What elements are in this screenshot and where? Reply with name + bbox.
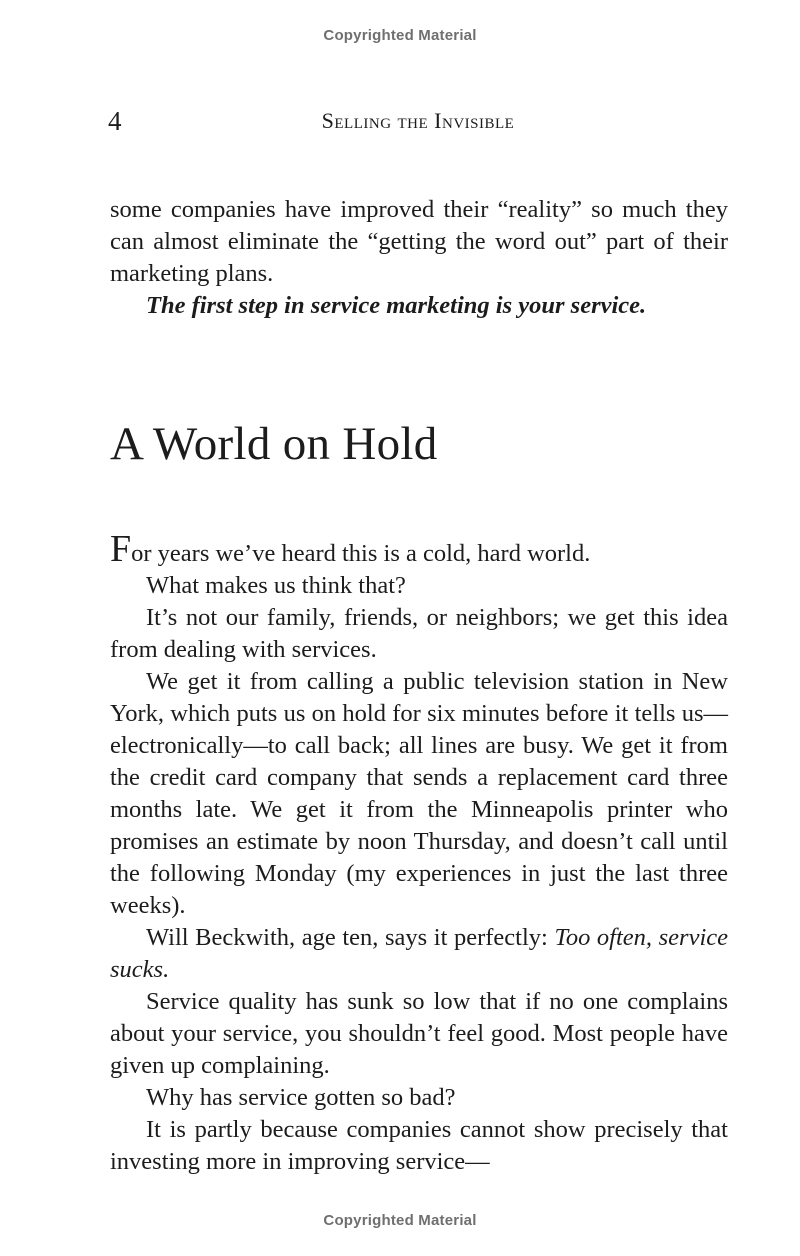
opening-paragraph-text: or years we’ve heard this is a cold, hard world.: [131, 540, 591, 567]
body-paragraph-4: We get it from calling a public television station in New York, which puts us on hold for six minutes before it tells us—electronically—to call back; all lines are busy. We get it from the credit card company that sends a replacement card three months late. We get it from the Minneapolis printer who promises an estimate by noon Thursday, and doesn’t call until the following Monday (my experiences in just the last three weeks).: [110, 668, 728, 919]
body-paragraph-3: It’s not our family, friends, or neighbors; we get this idea from dealing with services.: [110, 604, 728, 663]
body-paragraph-7: Why has service gotten so bad?: [146, 1084, 456, 1111]
copyright-watermark-top: Copyrighted Material: [323, 27, 477, 44]
body-paragraph-5: [110, 922, 728, 986]
quote-italic: Too often, service sucks.: [110, 924, 728, 983]
intro-paragraph: some companies have improved their “reality” so much they can almost eliminate the “getting the word out” part of their marketing plans.: [110, 196, 728, 287]
page-number: 4: [108, 106, 122, 136]
body-paragraph-2: What makes us think that?: [146, 572, 406, 599]
chapter-title: A World on Hold: [110, 418, 438, 470]
copyright-watermark-bottom: Copyrighted Material: [323, 1212, 477, 1229]
opening-paragraph: [110, 528, 728, 570]
chapter-body: [110, 528, 728, 1178]
emphasis-statement: The first step in service marketing is your service.: [146, 292, 647, 319]
body-paragraph-5-text: Will Beckwith, age ten, says it perfectly:: [146, 924, 555, 951]
drop-cap: F: [110, 528, 132, 570]
book-title: Selling the Invisible: [321, 108, 515, 133]
body-paragraph-8: It is partly because companies cannot show precisely that investing more in improving service—: [110, 1116, 728, 1175]
running-header: [108, 106, 728, 138]
body-paragraph-6: Service quality has sunk so low that if no one complains about your service, you shouldn’t feel good. Most people have given up complaining.: [110, 988, 728, 1079]
intro-text: [110, 194, 728, 322]
